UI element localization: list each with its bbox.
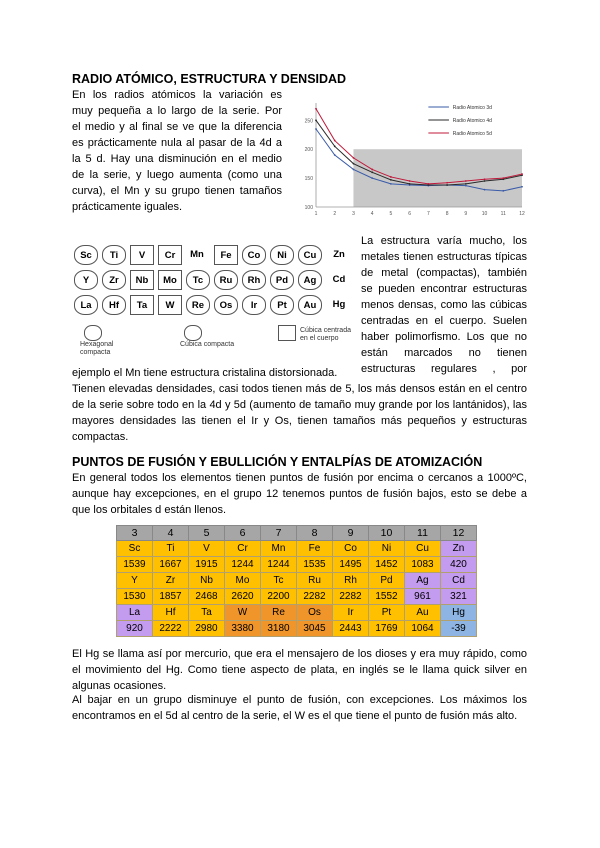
structure-cell-Ru: Ru bbox=[214, 270, 238, 290]
structure-cell-Hf: Hf bbox=[102, 295, 126, 315]
y-tick-label: 200 bbox=[304, 147, 313, 154]
legend-label-0: Radio Atomico 3d bbox=[452, 105, 492, 111]
group-header: 5 bbox=[189, 526, 225, 541]
series-point bbox=[484, 180, 486, 182]
structure-cell-Rh: Rh bbox=[242, 270, 266, 290]
element-symbol: Re bbox=[261, 605, 297, 621]
radius-line-7: prácticamente iguales. bbox=[72, 201, 183, 213]
x-tick-label: 1 bbox=[314, 211, 318, 217]
melting-point-value: 2620 bbox=[225, 589, 261, 605]
element-symbol: Hg bbox=[441, 605, 477, 621]
series-point bbox=[334, 140, 336, 142]
structure-cell-Au: Au bbox=[298, 295, 322, 315]
element-symbol: Zr bbox=[153, 573, 189, 589]
element-symbol: Au bbox=[405, 605, 441, 621]
structure-line-7: están marcados no tienen bbox=[361, 347, 527, 359]
structure-cell-Zr: Zr bbox=[102, 270, 126, 290]
structure-line-5: centradas en el cuerpo. Suelen bbox=[361, 315, 527, 327]
element-symbol: Zn bbox=[441, 541, 477, 557]
series-point bbox=[353, 169, 355, 171]
hg-paragraph: El Hg se llama así por mercurio, que era el mensajero de los dioses y era muy rápido, como el movimiento del Hg. Como tiene aspecto de plata, en inglés se le llama quick silver en algunas ocasiones. bbox=[72, 648, 527, 692]
series-point bbox=[465, 185, 467, 187]
group-header: 4 bbox=[153, 526, 189, 541]
series-point bbox=[465, 180, 467, 182]
structure-cell-Hg: Hg bbox=[332, 298, 346, 310]
melting-point-value: -39 bbox=[441, 621, 477, 637]
radius-paragraph bbox=[72, 87, 282, 215]
series-point bbox=[353, 157, 355, 159]
element-symbol: Ru bbox=[297, 573, 333, 589]
radius-line-3: es prácticamente nula al pasar de la 4d a bbox=[72, 137, 282, 149]
element-symbol: Pd bbox=[369, 573, 405, 589]
series-point bbox=[409, 183, 411, 185]
radius-line-2: el medio y al final se ve que la diferencia bbox=[72, 121, 282, 133]
structure-cell-Fe: Fe bbox=[214, 245, 238, 265]
structure-line-8: estructuras regulares , por bbox=[361, 363, 527, 375]
legend-label-0: Hexagonal compacta bbox=[80, 341, 114, 356]
series-point bbox=[315, 119, 317, 121]
legend-shape-1 bbox=[184, 325, 202, 341]
structure-cell-Ir: Ir bbox=[242, 295, 266, 315]
element-symbol: V bbox=[189, 541, 225, 557]
y-tick-label: 150 bbox=[304, 176, 313, 183]
melting-point-value: 321 bbox=[441, 589, 477, 605]
element-symbol: Mo bbox=[225, 573, 261, 589]
element-symbol: Ti bbox=[153, 541, 189, 557]
element-symbol: Pt bbox=[369, 605, 405, 621]
x-tick-label: 2 bbox=[333, 211, 337, 217]
series-point bbox=[446, 182, 448, 184]
group-header: 7 bbox=[261, 526, 297, 541]
element-symbol: Ta bbox=[189, 605, 225, 621]
radius-line-1: muy pequeña a lo largo de la serie. Por bbox=[72, 105, 282, 117]
element-symbol: Ag bbox=[405, 573, 441, 589]
x-tick-label: 11 bbox=[500, 211, 506, 217]
melting-point-table bbox=[116, 525, 477, 637]
series-point bbox=[521, 186, 523, 188]
structure-cell-Sc: Sc bbox=[74, 245, 98, 265]
melting-point-value: 1915 bbox=[189, 557, 225, 573]
element-symbol: Cd bbox=[441, 573, 477, 589]
series-point bbox=[390, 183, 392, 185]
fusion-intro: En general todos los elementos tienen puntos de fusión por encima o cercanos a 1000ºC, aunque hay excepciones, en el grupo 12 tenemos puntos de fusión bajos, esto se debe a que los orbitales d están llenos. bbox=[72, 472, 527, 516]
melting-point-value: 1244 bbox=[225, 557, 261, 573]
element-symbol: Nb bbox=[189, 573, 225, 589]
structure-cell-Zn: Zn bbox=[333, 248, 345, 260]
series-point bbox=[390, 179, 392, 181]
element-symbol: Sc bbox=[117, 541, 153, 557]
x-tick-label: 3 bbox=[352, 211, 355, 217]
melting-point-value: 3380 bbox=[225, 621, 261, 637]
melting-point-value: 2282 bbox=[333, 589, 369, 605]
melting-point-value: 2222 bbox=[153, 621, 189, 637]
y-tick-label: 250 bbox=[304, 118, 313, 125]
series-point bbox=[334, 145, 336, 147]
series-point bbox=[390, 176, 392, 178]
structure-cell-Re: Re bbox=[186, 295, 210, 315]
trend-paragraph: Al bajar en un grupo disminuye el punto de fusión, con excepciones. Los máximos los encontramos en el 5d al centro de la serie, el W es el que tiene el punto de fusión más alto. bbox=[72, 694, 527, 722]
series-point bbox=[409, 180, 411, 182]
structure-cell-Cu: Cu bbox=[298, 245, 322, 265]
element-symbol: Cr bbox=[225, 541, 261, 557]
element-symbol: Rh bbox=[333, 573, 369, 589]
melting-point-value: 2980 bbox=[189, 621, 225, 637]
melting-point-value: 1552 bbox=[369, 589, 405, 605]
structure-cell-Mo: Mo bbox=[158, 270, 182, 290]
structure-line-4: menos densas, como las cúbicas bbox=[361, 299, 527, 311]
series-point bbox=[315, 108, 317, 110]
group-header: 6 bbox=[225, 526, 261, 541]
series-point bbox=[465, 183, 467, 185]
melting-point-value: 2468 bbox=[189, 589, 225, 605]
melting-point-value: 1769 bbox=[369, 621, 405, 637]
element-symbol: Mn bbox=[261, 541, 297, 557]
structure-cell-Cr: Cr bbox=[158, 245, 182, 265]
element-symbol: W bbox=[225, 605, 261, 621]
element-symbol: Ni bbox=[369, 541, 405, 557]
legend-label-2: Cúbica centrada en el cuerpo bbox=[300, 327, 351, 342]
melting-point-value: 3045 bbox=[297, 621, 333, 637]
section-title-fusion: PUNTOS DE FUSIÓN Y EBULLICIÓN Y ENTALPÍAS DE ATOMIZACIÓN bbox=[72, 455, 483, 469]
structure-cell-Pt: Pt bbox=[270, 295, 294, 315]
legend-label-1: Radio Atomico 4d bbox=[452, 118, 492, 124]
x-tick-label: 6 bbox=[408, 211, 412, 217]
structure-cell-W: W bbox=[158, 295, 182, 315]
melting-point-value: 420 bbox=[441, 557, 477, 573]
radius-line-4: la 5 d. Hay una disminución en el medio bbox=[72, 153, 282, 165]
structure-cell-Ag: Ag bbox=[298, 270, 322, 290]
series-point bbox=[502, 190, 504, 192]
group-header: 11 bbox=[405, 526, 441, 541]
element-symbol: Ir bbox=[333, 605, 369, 621]
series-point bbox=[484, 189, 486, 191]
legend-label-2: Radio Atomico 5d bbox=[452, 131, 492, 137]
structure-cell-Mn: Mn bbox=[190, 248, 204, 260]
structure-paragraph-end: ejemplo el Mn tiene estructura cristalina distorsionada. bbox=[72, 367, 338, 379]
melting-point-value: 1064 bbox=[405, 621, 441, 637]
series-point bbox=[484, 178, 486, 180]
melting-point-value: 1667 bbox=[153, 557, 189, 573]
x-tick-label: 7 bbox=[426, 211, 430, 217]
melting-point-value: 2443 bbox=[333, 621, 369, 637]
radius-line-5: de la serie, y luego aumenta (como una bbox=[72, 169, 282, 181]
structure-cell-Pd: Pd bbox=[270, 270, 294, 290]
y-tick-label: 100 bbox=[304, 205, 313, 211]
legend-shape-2 bbox=[278, 325, 296, 341]
series-point bbox=[334, 154, 336, 156]
melting-point-value: 1530 bbox=[117, 589, 153, 605]
element-symbol: Cu bbox=[405, 541, 441, 557]
element-symbol: Co bbox=[333, 541, 369, 557]
element-symbol: Os bbox=[297, 605, 333, 621]
radius-line-0: En los radios atómicos la variación es bbox=[72, 89, 282, 101]
series-point bbox=[427, 183, 429, 185]
melting-point-value: 1452 bbox=[369, 557, 405, 573]
x-tick-label: 10 bbox=[481, 211, 488, 217]
x-tick-label: 8 bbox=[445, 211, 449, 217]
series-point bbox=[521, 173, 523, 175]
structure-line-0: La estructura varía mucho, los bbox=[361, 235, 527, 247]
melting-point-value: 1857 bbox=[153, 589, 189, 605]
structure-cell-Ni: Ni bbox=[270, 245, 294, 265]
x-tick-label: 12 bbox=[519, 211, 525, 217]
structure-cell-Os: Os bbox=[214, 295, 238, 315]
structure-paragraph bbox=[361, 233, 527, 377]
structure-cell-Tc: Tc bbox=[186, 270, 210, 290]
melting-point-value: 1083 bbox=[405, 557, 441, 573]
x-tick-label: 9 bbox=[464, 211, 468, 217]
section-title-radio: RADIO ATÓMICO, ESTRUCTURA Y DENSIDAD bbox=[72, 72, 347, 86]
melting-point-value: 3180 bbox=[261, 621, 297, 637]
atomic-radius-chart bbox=[288, 95, 528, 220]
series-point bbox=[502, 177, 504, 179]
melting-point-value: 920 bbox=[117, 621, 153, 637]
group-header: 10 bbox=[369, 526, 405, 541]
x-tick-label: 4 bbox=[370, 211, 374, 217]
element-symbol: Y bbox=[117, 573, 153, 589]
structure-cell-Co: Co bbox=[242, 245, 266, 265]
group-header: 9 bbox=[333, 526, 369, 541]
series-point bbox=[371, 171, 373, 173]
melting-point-value: 2200 bbox=[261, 589, 297, 605]
structure-line-3: se pueden encontrar estructuras bbox=[361, 283, 527, 295]
density-paragraph: Tienen elevadas densidades, casi todos tienen más de 5, los más densos están en el centro de la serie sobre todo en la 4d y 5d (aumento de tamaño muy grande por los lantánidos), las mayores densidades las tienen el Ir y Os, tienen tamaños más pequeños y estructuras compactas. bbox=[72, 383, 527, 443]
structure-line-6: haber polimorfismo. Los que no bbox=[361, 331, 527, 343]
melting-point-value: 1535 bbox=[297, 557, 333, 573]
group-header: 8 bbox=[297, 526, 333, 541]
series-point bbox=[371, 177, 373, 179]
group-header: 3 bbox=[117, 526, 153, 541]
structure-cell-V: V bbox=[130, 245, 154, 265]
x-tick-label: 5 bbox=[389, 211, 393, 217]
series-point bbox=[353, 163, 355, 165]
structure-cell-Cd: Cd bbox=[332, 273, 346, 285]
element-symbol: La bbox=[117, 605, 153, 621]
melting-point-value: 1495 bbox=[333, 557, 369, 573]
legend-shape-0 bbox=[84, 325, 102, 341]
melting-point-value: 961 bbox=[405, 589, 441, 605]
structure-cell-Nb: Nb bbox=[130, 270, 154, 290]
series-point bbox=[371, 169, 373, 171]
melting-point-value: 1539 bbox=[117, 557, 153, 573]
structure-line-2: de metal (compactas), también bbox=[361, 267, 527, 279]
structure-cell-Ta: Ta bbox=[130, 295, 154, 315]
element-symbol: Hf bbox=[153, 605, 189, 621]
element-symbol: Tc bbox=[261, 573, 297, 589]
series-point bbox=[315, 128, 317, 130]
series-point bbox=[446, 184, 448, 186]
melting-point-value: 2282 bbox=[297, 589, 333, 605]
legend-label-1: Cúbica compacta bbox=[180, 341, 235, 348]
melting-point-value: 1244 bbox=[261, 557, 297, 573]
structure-cell-La: La bbox=[74, 295, 98, 315]
structure-line-1: metales tienen estructuras típicas bbox=[361, 251, 527, 263]
structure-cell-Ti: Ti bbox=[102, 245, 126, 265]
element-symbol: Fe bbox=[297, 541, 333, 557]
structure-cell-Y: Y bbox=[74, 270, 98, 290]
group-header: 12 bbox=[441, 526, 477, 541]
radius-line-6: curva), el Mn y su grupo tienen tamaños bbox=[72, 185, 282, 197]
